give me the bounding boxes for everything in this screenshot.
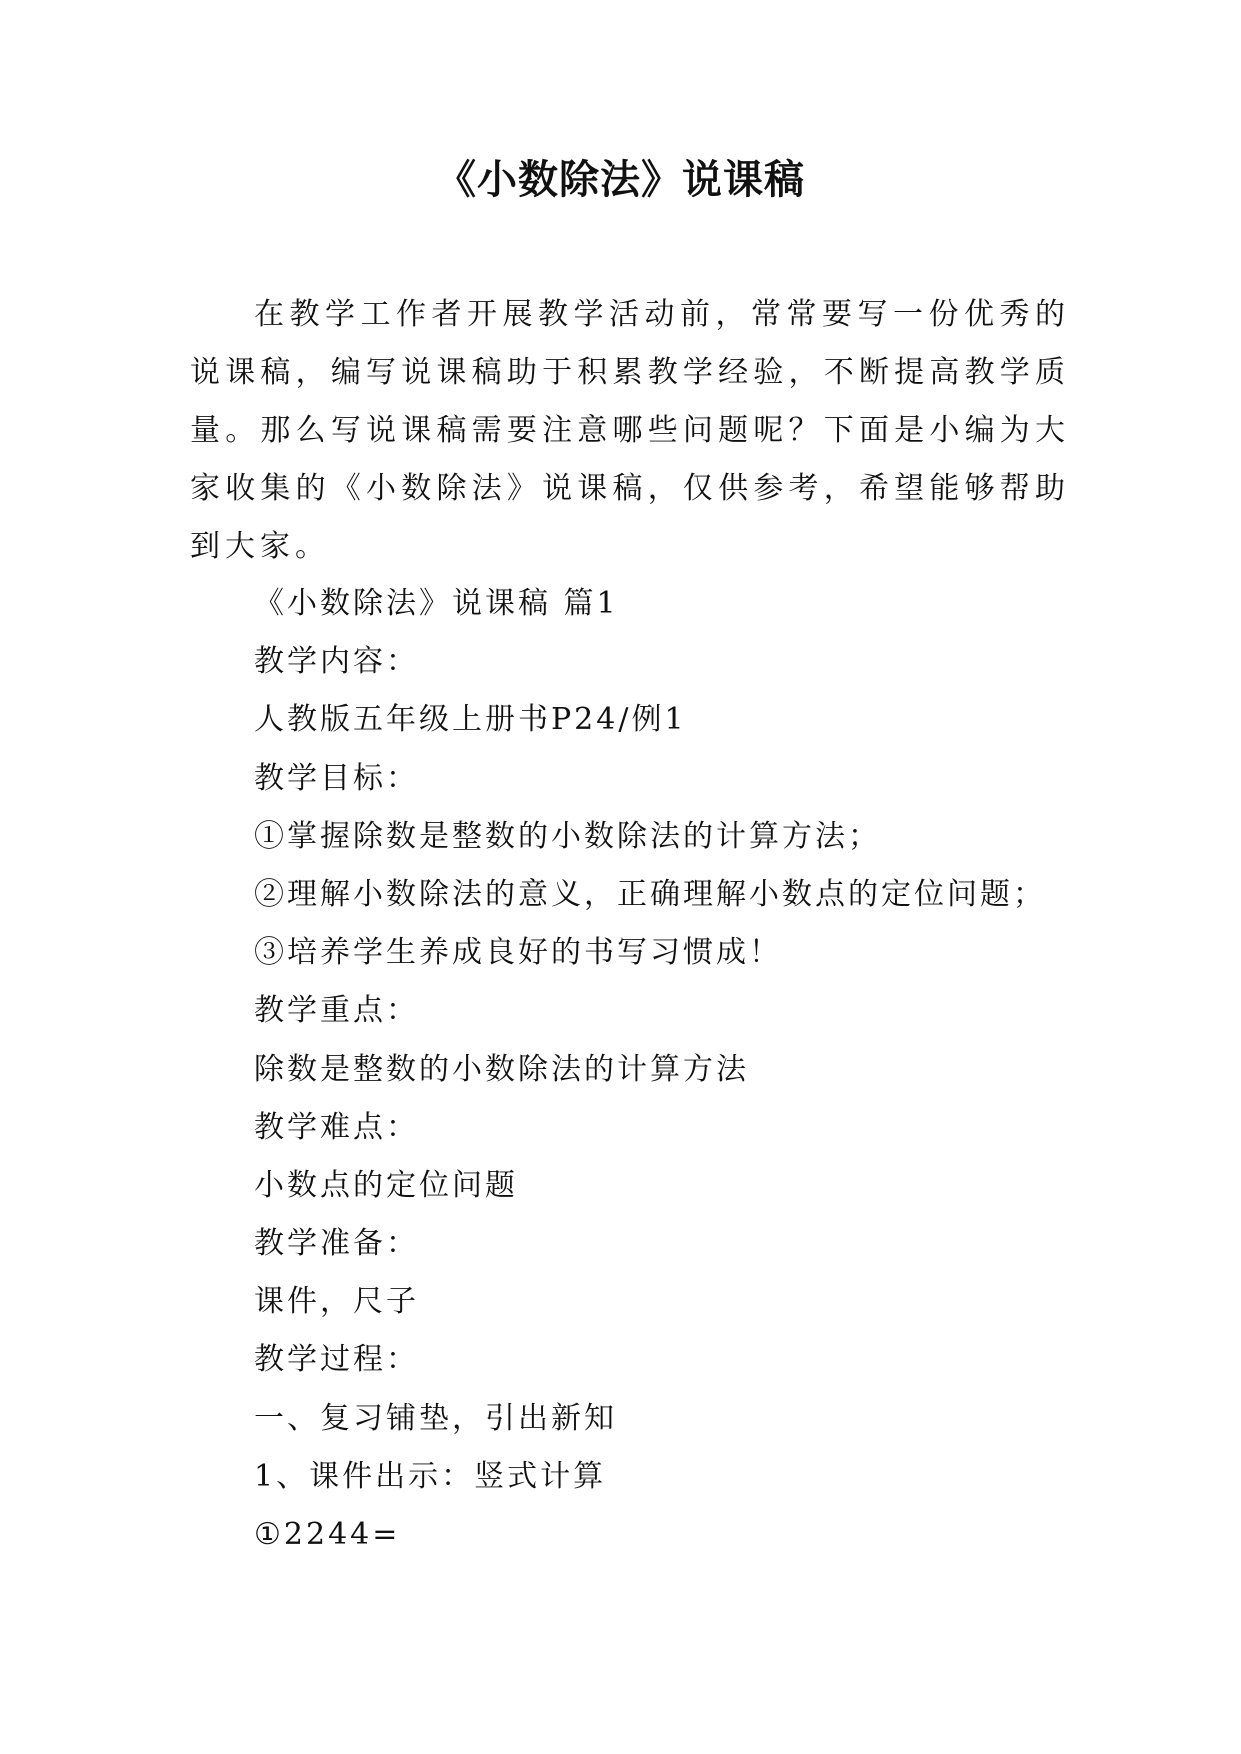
text-line: ②理解小数除法的意义，正确理解小数点的定位问题； (254, 876, 1046, 912)
text-line: 除数是整数的小数除法的计算方法 (254, 1051, 749, 1087)
text-line: 教学难点： (254, 1109, 419, 1145)
text-line: 教学过程： (254, 1342, 419, 1378)
text-line: 教学准备： (254, 1226, 419, 1262)
text-line: 教学目标： (254, 760, 419, 796)
text-line: 1、课件出示：竖式计算 (254, 1458, 607, 1494)
text-line: 课件，尺子 (254, 1284, 419, 1320)
text-line: 教学内容： (254, 644, 419, 680)
section-heading: 《小数除法》说课稿 篇1 (254, 586, 619, 621)
text-line: 教学重点： (254, 993, 419, 1029)
text-line: ①2244= (254, 1517, 401, 1552)
text-line: 小数点的定位问题 (254, 1167, 518, 1203)
text-line: ③培养学生养成良好的书写习惯成！ (254, 935, 782, 971)
body-text (254, 575, 1114, 1564)
text-line: 一、复习铺垫，引出新知 (254, 1400, 617, 1436)
intro-paragraph: 在教学工作者开展教学活动前，常常要写一份优秀的说课稿，编写说课稿助于积累教学经验，不断提高教学质量。那么写说课稿需要注意哪些问题呢？下面是小编为大家收集的《小数除法》说课稿，仅供参考，希望能够帮助到大家。 (190, 297, 1070, 564)
text-line: 人教版五年级上册书P24/例1 (254, 702, 687, 738)
document-title: 《小数除法》说课稿 (436, 157, 805, 203)
text-line: ①掌握除数是整数的小数除法的计算方法； (254, 818, 881, 854)
